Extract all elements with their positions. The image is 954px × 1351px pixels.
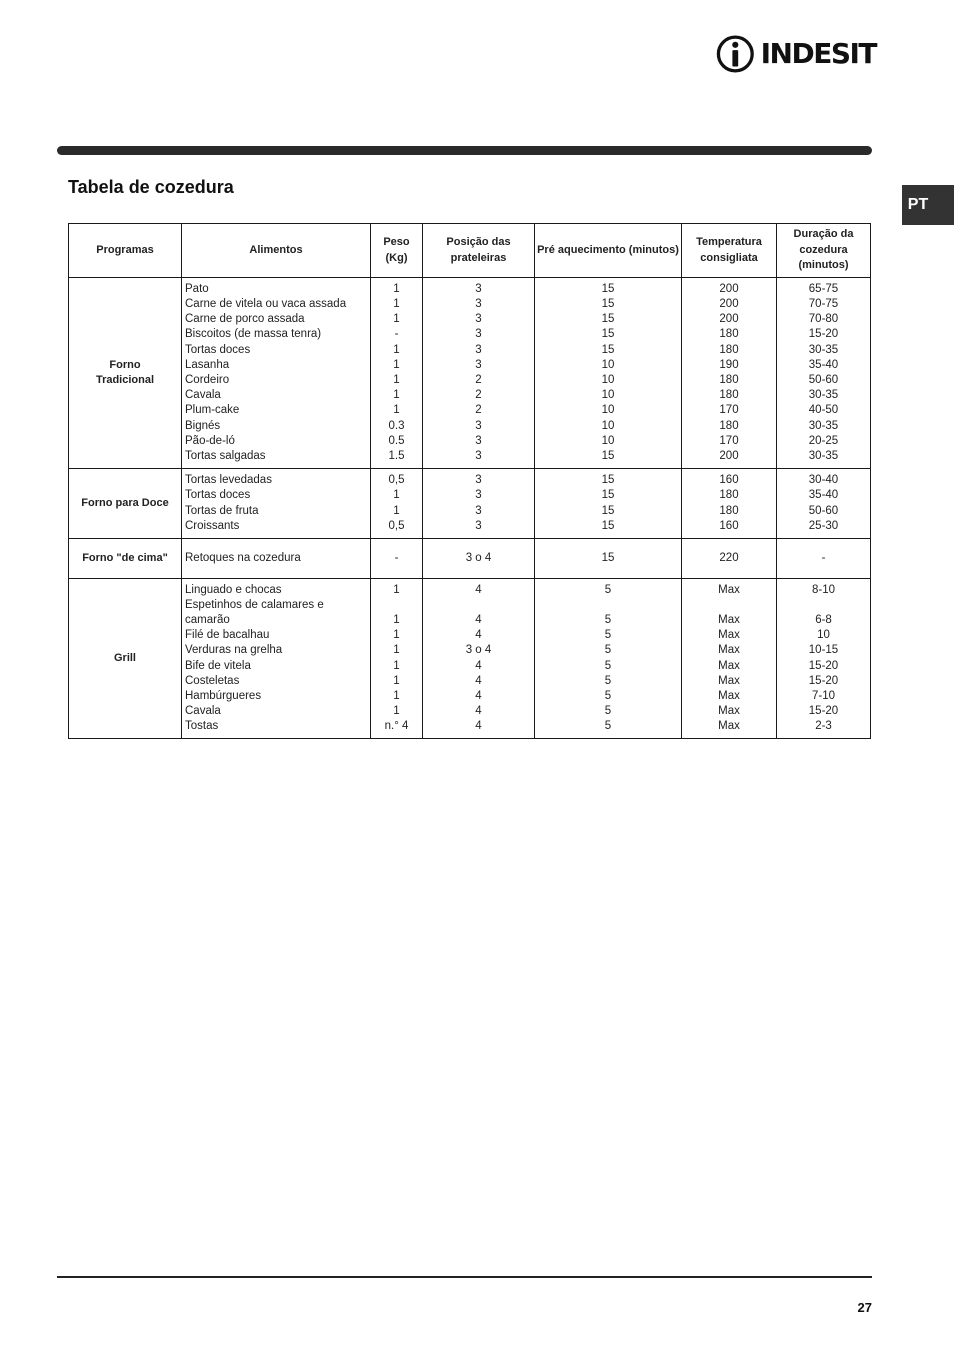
list-item: 190 <box>719 358 739 371</box>
list-item: Max <box>718 674 740 687</box>
list-item: 15 <box>601 298 615 311</box>
list-item: Cavala <box>185 389 221 402</box>
page-number: 27 <box>857 1300 872 1315</box>
list-item: 10 <box>601 419 615 432</box>
list-item: Carne de vitela ou vaca assada <box>185 298 347 311</box>
list-item: 25-30 <box>808 519 839 532</box>
list-item: Max <box>718 613 740 626</box>
list-item: Tortas salgadas <box>185 449 266 462</box>
list-item: Retoques na cozedura <box>185 551 301 564</box>
list-item: 3 <box>475 519 482 532</box>
list-item: 20-25 <box>808 434 839 447</box>
weight-cell <box>371 579 423 739</box>
list-item: 70-75 <box>808 298 839 311</box>
list-item: 6-8 <box>815 613 832 626</box>
food-cell <box>182 278 371 469</box>
list-item: 3 <box>475 358 482 371</box>
list-item: 3 o 4 <box>465 551 492 564</box>
list-item: 30-35 <box>808 343 839 356</box>
list-item <box>682 598 776 613</box>
preheat-cell <box>535 579 682 739</box>
list-item: Plum-cake <box>185 404 240 417</box>
brand-name: INDESIT <box>760 37 876 70</box>
program-cell <box>69 579 182 739</box>
list-item: 1 <box>393 489 400 502</box>
list-item: 4 <box>475 629 482 642</box>
list-item <box>777 598 870 613</box>
indesit-i-logo-icon <box>716 33 755 75</box>
list-item: 15-20 <box>808 328 839 341</box>
program-group-row <box>69 469 871 539</box>
duration-cell <box>777 539 871 579</box>
weight-cell <box>371 278 423 469</box>
list-item: 3 <box>475 449 482 462</box>
list-item <box>371 598 422 613</box>
list-item: Lasanha <box>185 358 230 371</box>
preheat-cell <box>535 539 682 579</box>
list-item: Tortas doces <box>185 489 251 502</box>
list-item: 180 <box>719 343 739 356</box>
list-item: 2 <box>475 404 482 417</box>
header-duracao: Duração da cozedura (minutos) <box>777 224 871 278</box>
list-item: 15-20 <box>808 705 839 718</box>
list-item <box>423 598 534 613</box>
list-item: 3 <box>475 328 482 341</box>
list-item: Filé de bacalhau <box>185 629 270 642</box>
list-item: 0,5 <box>388 474 405 487</box>
list-item: 3 <box>475 343 482 356</box>
list-item: 15 <box>601 519 615 532</box>
weight-cell <box>371 539 423 579</box>
list-item: 15-20 <box>808 674 839 687</box>
header-alimentos: Alimentos <box>182 224 371 278</box>
list-item: 5 <box>604 659 612 672</box>
program-cell <box>69 539 182 579</box>
list-item: 170 <box>719 404 739 417</box>
list-item: 1 <box>393 298 400 311</box>
list-item: 3 <box>475 434 482 447</box>
list-item: 40-50 <box>808 404 839 417</box>
list-item: 15 <box>601 474 615 487</box>
list-item: Carne de porco assada <box>185 313 305 326</box>
header-peso: Peso (Kg) <box>371 224 423 278</box>
list-item: Espetinhos de calamares e <box>185 598 324 611</box>
list-item: Costeletas <box>185 674 240 687</box>
list-item: 5 <box>604 613 612 626</box>
food-cell <box>182 539 371 579</box>
list-item: 180 <box>719 504 739 517</box>
list-item: 3 <box>475 298 482 311</box>
list-item: 4 <box>475 674 482 687</box>
program-cell <box>69 278 182 469</box>
list-item: 4 <box>475 583 482 596</box>
list-item: 15 <box>601 504 615 517</box>
list-item: 10-15 <box>808 644 839 657</box>
list-item: 4 <box>475 720 482 733</box>
list-item: 10 <box>601 389 615 402</box>
list-item: 180 <box>719 328 739 341</box>
list-item: 10 <box>601 358 615 371</box>
list-item: 3 <box>475 282 482 295</box>
list-item: Max <box>718 720 740 733</box>
list-item: 1 <box>393 659 400 672</box>
list-item: camarão <box>185 613 230 626</box>
list-item: 180 <box>719 389 739 402</box>
program-cell <box>69 469 182 539</box>
preheat-cell <box>535 278 682 469</box>
list-item: 15 <box>601 313 615 326</box>
list-item: 4 <box>475 705 482 718</box>
temperature-cell <box>682 278 777 469</box>
list-item: 180 <box>719 374 739 386</box>
list-item: 1 <box>393 343 400 356</box>
list-item: 5 <box>604 674 612 687</box>
shelf-cell <box>423 469 535 539</box>
list-item: 200 <box>719 282 739 295</box>
list-item: 7-10 <box>811 689 836 702</box>
program-group-row <box>69 539 871 579</box>
list-item: 1 <box>393 389 400 402</box>
list-item: 200 <box>719 313 739 326</box>
list-item: - <box>394 328 399 341</box>
list-item: Tostas <box>185 720 219 733</box>
list-item: 8-10 <box>811 583 836 596</box>
list-item: 1 <box>393 583 400 596</box>
list-item: 1 <box>393 504 400 517</box>
list-item: Max <box>718 659 740 672</box>
brand-logo <box>716 33 876 75</box>
list-item: 1 <box>393 705 400 718</box>
list-item: Max <box>718 583 740 596</box>
list-item: 15 <box>601 449 615 462</box>
list-item: Tortas de fruta <box>185 504 259 517</box>
list-item: Bignés <box>185 419 221 432</box>
footer-rule <box>57 1276 872 1278</box>
program-label: Grill <box>113 651 136 664</box>
list-item: 1 <box>393 689 400 702</box>
list-item: 15 <box>601 489 615 502</box>
cooking-table <box>68 223 871 739</box>
header-programas: Programas <box>69 224 182 278</box>
list-item: 2 <box>475 389 482 402</box>
list-item: 3 <box>475 474 482 487</box>
weight-cell <box>371 469 423 539</box>
list-item: 1 <box>393 629 400 642</box>
list-item: 1 <box>393 374 400 386</box>
list-item: 5 <box>604 720 612 733</box>
table-header-row <box>69 224 871 278</box>
list-item: 1 <box>393 613 400 626</box>
list-item: 10 <box>601 374 615 386</box>
program-label: Forno Tradicional <box>95 358 155 386</box>
list-item: 35-40 <box>808 489 839 502</box>
list-item: 1 <box>393 313 400 326</box>
page-title: Tabela de cozedura <box>68 177 234 197</box>
list-item: 1 <box>393 674 400 687</box>
list-item: 35-40 <box>808 358 839 371</box>
list-item: 4 <box>475 659 482 672</box>
list-item: 50-60 <box>808 374 839 386</box>
list-item: 5 <box>604 644 612 657</box>
list-item: 1 <box>393 644 400 657</box>
list-item: 5 <box>604 629 612 642</box>
list-item: 3 <box>475 504 482 517</box>
list-item: 180 <box>719 419 739 432</box>
list-item: Cavala <box>185 705 221 718</box>
list-item: 65-75 <box>808 282 839 295</box>
shelf-cell <box>423 539 535 579</box>
list-item: 30-40 <box>808 474 839 487</box>
list-item: Bife de vitela <box>185 659 251 672</box>
list-item: 3 <box>475 419 482 432</box>
list-item: Max <box>718 705 740 718</box>
list-item: Max <box>718 689 740 702</box>
temperature-cell <box>682 539 777 579</box>
shelf-cell <box>423 278 535 469</box>
list-item: Hambúrgueres <box>185 689 262 702</box>
food-cell <box>182 579 371 739</box>
list-item: 0,5 <box>388 519 405 532</box>
list-item: - <box>394 551 399 564</box>
list-item: - <box>821 551 826 564</box>
list-item: 10 <box>817 629 830 642</box>
list-item: 30-35 <box>808 389 839 402</box>
list-item: 2-3 <box>815 720 832 733</box>
duration-cell <box>777 469 871 539</box>
list-item: Cordeiro <box>185 374 230 386</box>
list-item: Pão-de-ló <box>185 434 235 447</box>
food-cell <box>182 469 371 539</box>
list-item: 15 <box>601 328 615 341</box>
program-group-row <box>69 278 871 469</box>
list-item: 70-80 <box>808 313 839 326</box>
list-item: Linguado e chocas <box>185 583 282 596</box>
list-item: 4 <box>475 689 482 702</box>
preheat-cell <box>535 469 682 539</box>
list-item: 5 <box>604 583 612 596</box>
header-rule <box>57 146 872 155</box>
list-item: 4 <box>475 613 482 626</box>
list-item: 15-20 <box>808 659 839 672</box>
list-item: Max <box>718 644 740 657</box>
list-item: 15 <box>601 282 615 295</box>
list-item: 2 <box>475 374 482 386</box>
list-item: 170 <box>719 434 739 447</box>
list-item: 50-60 <box>808 504 839 517</box>
list-item: 5 <box>604 689 612 702</box>
list-item: 0.3 <box>388 419 405 432</box>
list-item: 0.5 <box>388 434 405 447</box>
duration-cell <box>777 278 871 469</box>
header-temperatura: Temperatura consigliata <box>682 224 777 278</box>
list-item: 220 <box>719 551 739 564</box>
program-label: Forno para Doce <box>81 496 169 509</box>
list-item: 30-35 <box>808 449 839 462</box>
list-item: 160 <box>719 519 739 532</box>
list-item: 15 <box>601 551 615 564</box>
language-tab: PT <box>902 185 954 225</box>
list-item: 15 <box>601 343 615 356</box>
temperature-cell <box>682 469 777 539</box>
list-item: Tortas doces <box>185 343 251 356</box>
list-item: Biscoitos (de massa tenra) <box>185 328 322 341</box>
list-item: 1.5 <box>388 449 405 462</box>
list-item: 180 <box>719 489 739 502</box>
duration-cell <box>777 579 871 739</box>
list-item: n.° 4 <box>384 720 409 733</box>
list-item: 10 <box>601 434 615 447</box>
program-label: Forno "de cima" <box>82 551 168 564</box>
program-group-row <box>69 579 871 739</box>
list-item <box>535 598 681 613</box>
shelf-cell <box>423 579 535 739</box>
list-item: Verduras na grelha <box>185 644 283 657</box>
list-item: 3 o 4 <box>465 644 492 657</box>
list-item: 3 <box>475 489 482 502</box>
list-item: Croissants <box>185 519 240 532</box>
list-item: 1 <box>393 358 400 371</box>
list-item: 30-35 <box>808 419 839 432</box>
list-item: 10 <box>601 404 615 417</box>
list-item: Tortas levedadas <box>185 474 272 487</box>
list-item: 3 <box>475 313 482 326</box>
list-item: Pato <box>185 282 209 295</box>
header-pre-aquecimento: Pré aquecimento (minutos) <box>535 224 682 278</box>
list-item: 1 <box>393 404 400 417</box>
list-item: 200 <box>719 298 739 311</box>
temperature-cell <box>682 579 777 739</box>
list-item: 200 <box>719 449 739 462</box>
list-item: 5 <box>604 705 612 718</box>
list-item: 160 <box>719 474 739 487</box>
list-item: 1 <box>393 282 400 295</box>
list-item: Max <box>718 629 740 642</box>
header-posicao: Posição das prateleiras <box>423 224 535 278</box>
